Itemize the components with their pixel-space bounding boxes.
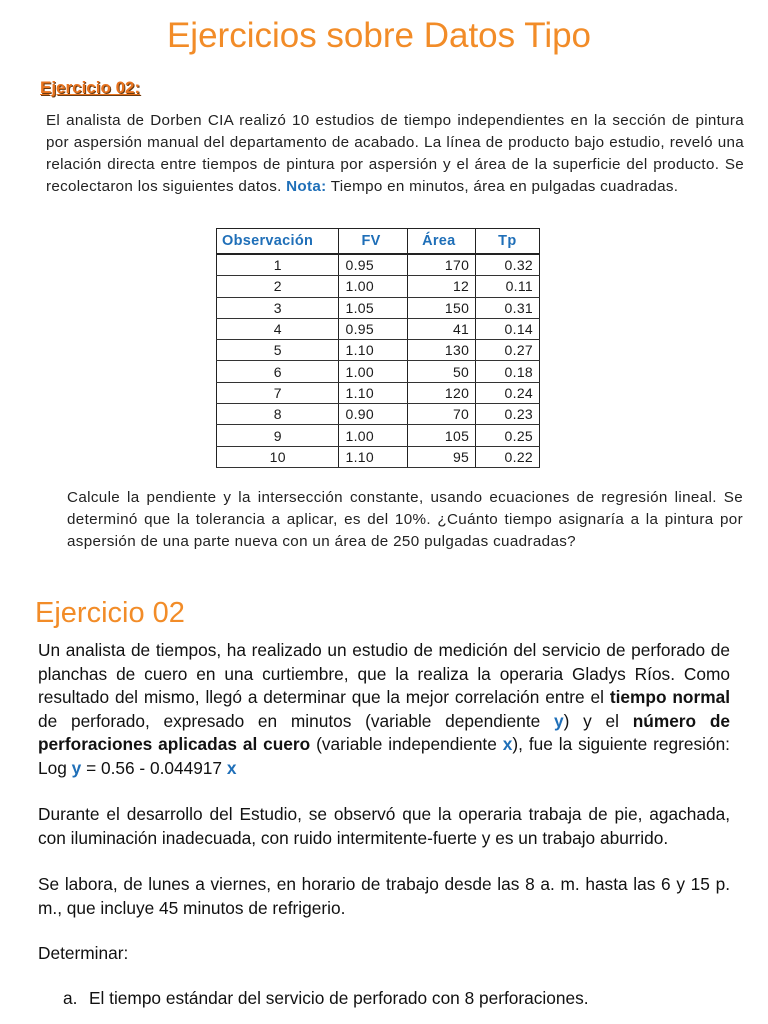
cell-tp: 0.22 <box>476 446 540 467</box>
table-row <box>217 318 540 339</box>
cell-fv: 1.00 <box>339 361 408 382</box>
p1-text-c: de perforado, expresado en minutos (variable dependiente <box>38 710 555 731</box>
exercise-label: Ejercicio 02: <box>40 78 141 97</box>
cell-tp: 0.32 <box>476 254 540 276</box>
col-header-fv: FV <box>339 229 408 255</box>
list-item-letter: a. <box>63 988 78 1008</box>
p1-bold-tiempo-normal: tiempo normal <box>609 687 730 707</box>
cell-tp: 0.11 <box>476 276 540 297</box>
table-header-row <box>217 229 540 255</box>
list-item <box>63 987 589 1011</box>
table-row <box>217 276 540 297</box>
table-row <box>217 361 540 382</box>
cell-area: 130 <box>408 340 476 361</box>
cell-fv: 1.10 <box>339 382 408 403</box>
cell-area: 150 <box>408 297 476 318</box>
table-row <box>217 404 540 425</box>
cell-fv: 1.10 <box>339 446 408 467</box>
cell-observacion: 3 <box>217 297 339 318</box>
p1-text-e: (variable independiente <box>310 734 503 754</box>
col-header-area: Área <box>408 229 476 255</box>
col-header-observacion: Observación <box>217 229 339 255</box>
cell-fv: 0.95 <box>339 254 408 276</box>
cell-tp: 0.23 <box>476 404 540 425</box>
cell-area: 50 <box>408 361 476 382</box>
cell-tp: 0.25 <box>476 425 540 446</box>
cell-fv: 1.00 <box>339 276 408 297</box>
cell-observacion: 1 <box>217 254 339 276</box>
table-row <box>217 297 540 318</box>
cell-observacion: 5 <box>217 340 339 361</box>
cell-area: 105 <box>408 425 476 446</box>
exercise1-intro <box>46 110 744 198</box>
exercise2-paragraph-3: Se labora, de lunes a viernes, en horario de trabajo desde las 8 a. m. hasta las 6 y 15 p. m., que incluye 45 minutos de refrigerio. <box>38 874 730 918</box>
nota-text: Tiempo en minutos, área en pulgadas cuadradas. <box>330 178 679 195</box>
nota-label: Nota: <box>286 178 327 195</box>
cell-fv: 1.05 <box>339 297 408 318</box>
table-row <box>217 254 540 276</box>
table-row <box>217 446 540 467</box>
cell-observacion: 6 <box>217 361 339 382</box>
table-row <box>217 425 540 446</box>
cell-fv: 1.00 <box>339 425 408 446</box>
p1-bold-numero-perforaciones: número de perforaciones aplicadas al cuero <box>38 710 730 754</box>
cell-observacion: 8 <box>217 404 339 425</box>
regression-var-x: x <box>226 757 237 778</box>
table-body <box>217 254 540 467</box>
cell-fv: 0.90 <box>339 404 408 425</box>
cell-tp: 0.24 <box>476 382 540 403</box>
p1-var-x: x <box>502 734 513 754</box>
cell-tp: 0.18 <box>476 361 540 382</box>
cell-area: 70 <box>408 404 476 425</box>
p1-text-a: Un analista de tiempos, ha realizado un estudio de medición del servicio de perforado de planchas de cuero en una curtiembre, que la realiza la operaria Gladys Ríos. Como resultado del mismo, llegó a determinar que la mejor correlación entre el <box>38 640 730 707</box>
regression-var-y: y <box>71 757 82 778</box>
cell-fv: 1.10 <box>339 340 408 361</box>
cell-observacion: 9 <box>217 425 339 446</box>
determinar-label: Determinar: <box>38 943 129 963</box>
intro-text: El analista de Dorben CIA realizó 10 estudios de tiempo independientes en la sección de pintura por aspersión manual del departamento de acabado. La línea de producto bajo estudio, reveló una relación directa entre tiempos de pintura por aspersión y el área de la superficie del producto. Se recolectaron los siguientes datos. <box>46 112 744 195</box>
table-row <box>217 340 540 361</box>
data-table <box>216 228 540 468</box>
exercise2-heading: Ejercicio 02 <box>35 597 185 629</box>
cell-area: 12 <box>408 276 476 297</box>
regression-text: = 0.56 - 0.044917 <box>81 757 227 778</box>
p1-text-d: ) y el <box>563 710 633 731</box>
cell-observacion: 10 <box>217 446 339 467</box>
p1-text-f: ), fue la siguiente regresión: Log <box>38 734 730 778</box>
exercise2-paragraph-2: Durante el desarrollo del Estudio, se observó que la operaria trabaja de pie, agachada, con iluminación inadecuada, con ruido intermitente-fuerte y es un trabajo aburrido. <box>38 804 730 848</box>
cell-observacion: 7 <box>217 382 339 403</box>
exercise1-question: Calcule la pendiente y la intersección constante, usando ecuaciones de regresión lineal. Se determinó que la tolerancia a aplicar, es del 10%. ¿Cuánto tiempo asignaría a la pintura por aspersión de una parte nueva con un área de 250 pulgadas cuadradas? <box>67 489 743 550</box>
col-header-tp: Tp <box>476 229 540 255</box>
list-item-text: El tiempo estándar del servicio de perforado con 8 perforaciones. <box>89 988 589 1008</box>
cell-area: 41 <box>408 318 476 339</box>
cell-tp: 0.31 <box>476 297 540 318</box>
p1-var-y: y <box>554 710 564 731</box>
cell-fv: 0.95 <box>339 318 408 339</box>
exercise2-paragraph-1 <box>38 639 730 780</box>
page-title: Ejercicios sobre Datos Tipo <box>166 16 592 55</box>
cell-observacion: 4 <box>217 318 339 339</box>
cell-tp: 0.14 <box>476 318 540 339</box>
cell-area: 120 <box>408 382 476 403</box>
cell-area: 95 <box>408 446 476 467</box>
cell-area: 170 <box>408 254 476 276</box>
cell-tp: 0.27 <box>476 340 540 361</box>
table-row <box>217 382 540 403</box>
cell-observacion: 2 <box>217 276 339 297</box>
